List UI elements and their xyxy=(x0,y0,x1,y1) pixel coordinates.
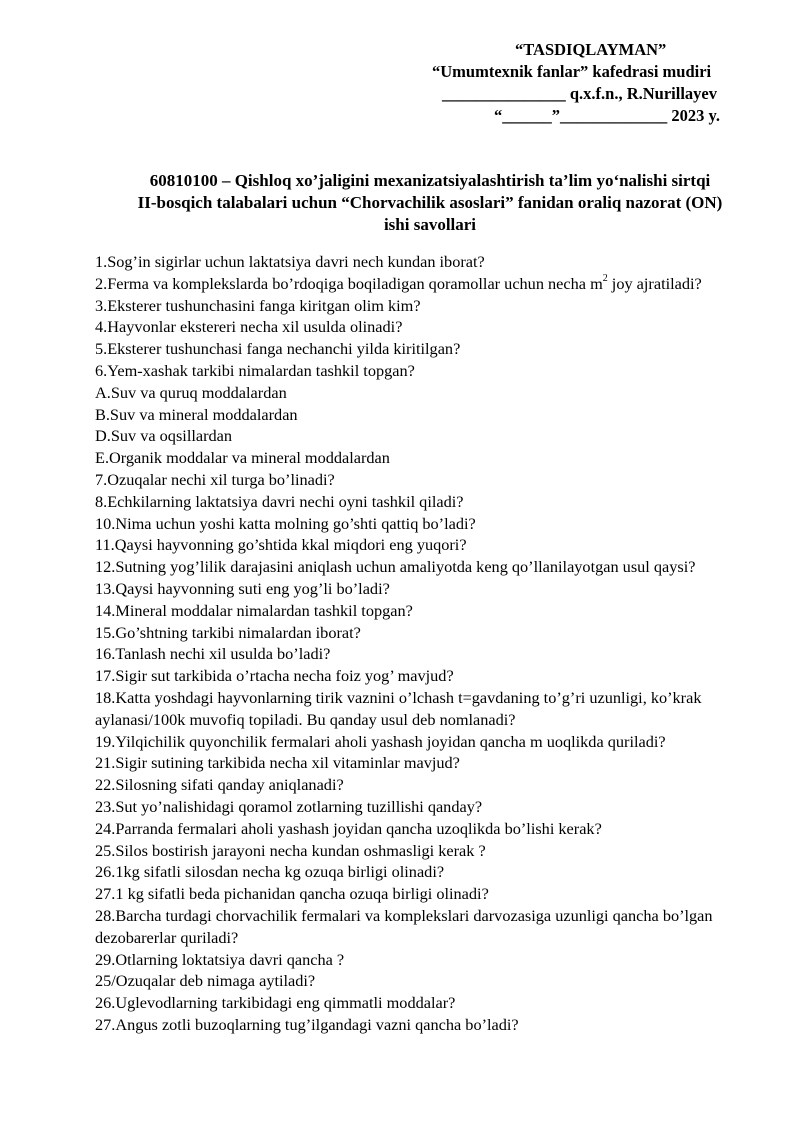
question-item: 24.Parranda fermalari aholi yashash joyidan qancha uzoqlikda bo’lishi kerak? xyxy=(95,818,602,838)
approval-date-line: “______”_____________ 2023 y. xyxy=(494,106,720,125)
question-item: 17.Sigir sut tarkibida o’rtacha necha foiz yog’ mavjud? xyxy=(95,666,454,686)
title-line-3: ishi savollari xyxy=(383,215,477,234)
question-item: 23.Sut yo’nalishidagi qoramol zotlarning tuzillishi qanday? xyxy=(95,796,483,816)
question-item: 26.Uglevodlarning tarkibidagi eng qimmatli moddalar? xyxy=(95,993,456,1013)
question-text-tail: joy ajratiladi? xyxy=(607,273,702,293)
question-item: 27.1 kg sifatli beda pichanidan qancha ozuqa birligi olinadi? xyxy=(95,884,489,904)
approval-position: “Umumtexnik fanlar” kafedrasi mudiri xyxy=(432,62,712,81)
question-list xyxy=(95,251,765,1036)
title-line-2: II-bosqich talabalari uchun “Chorvachilik asoslari” fanidan oraliq nazorat (ON) xyxy=(137,193,723,212)
question-item: 25.Silos bostirish jarayoni necha kundan oshmasligi kerak ? xyxy=(95,840,486,860)
question-item: 8.Echkilarning laktatsiya davri nechi oyni tashkil qiladi? xyxy=(95,491,464,511)
question-item: 3.Eksterer tushunchasini fanga kiritgan olim kim? xyxy=(95,295,421,315)
question-item: 22.Silosning sifati qanday aniqlanadi? xyxy=(95,775,344,795)
title-line-1: 60810100 – Qishloq xo’jaligini mexanizatsiyalashtirish ta’lim yo‘nalishi sirtqi xyxy=(149,171,711,190)
question-item: 10.Nima uchun yoshi katta molning go’shti qattiq bo’ladi? xyxy=(95,513,476,533)
question-item: 26.1kg sifatli silosdan necha kg ozuqa birligi olinadi? xyxy=(95,862,445,882)
question-item: 14.Mineral moddalar nimalardan tashkil topgan? xyxy=(95,600,413,620)
question-item: 28.Barcha turdagi chorvachilik fermalari va komplekslari darvozasiga uzunligi qancha bo’lgan dezobarerlar quriladi? xyxy=(95,905,713,947)
question-item: 7.Ozuqalar nechi xil turga bo’linadi? xyxy=(95,469,335,489)
approval-heading: “TASDIQLAYMAN” xyxy=(515,40,667,59)
question-text: 2.Ferma va komplekslarda bo’rdoqiga boqiladigan qoramollar uchun necha m xyxy=(95,273,603,293)
answer-option: B.Suv va mineral moddalardan xyxy=(95,404,298,424)
approval-block xyxy=(420,39,765,127)
question-item: 19.Yilqichilik quyonchilik fermalari aholi yashash joyidan qancha m uoqlikda quriladi? xyxy=(95,731,666,751)
question-item: 16.Tanlash nechi xil usulda bo’ladi? xyxy=(95,644,331,664)
answer-option: D.Suv va oqsillardan xyxy=(95,426,233,446)
question-item: 18.Katta yoshdagi hayvonlarning tirik vaznini o’lchash t=gavdaning to’g’ri uzunligi, ko’krak aylanasi/100k muvofiq topiladi. Bu qanday usul deb nomlanadi? xyxy=(95,687,702,729)
question-item: 13.Qaysi hayvonning suti eng yog’li bo’ladi? xyxy=(95,578,390,598)
question-item: 4.Hayvonlar ekstereri necha xil usulda olinadi? xyxy=(95,317,403,337)
question-item: 15.Go’shtning tarkibi nimalardan iborat? xyxy=(95,622,361,642)
question-item: 6.Yem-xashak tarkibi nimalardan tashkil topgan? xyxy=(95,360,415,380)
question-item: 25/Ozuqalar deb nimaga aytiladi? xyxy=(95,971,316,991)
question-item xyxy=(95,273,765,295)
approval-signature-line: _______________ q.x.f.n., R.Nurillayev xyxy=(442,84,718,103)
question-item: 5.Eksterer tushunchasi fanga nechanchi yilda kiritilgan? xyxy=(95,339,461,359)
question-item: 12.Sutning yog’lilik darajasini aniqlash uchun amaliyotda keng qo’llanilayotgan usul qaysi? xyxy=(95,557,696,577)
question-item: 11.Qaysi hayvonning go’shtida kkal miqdori eng yuqori? xyxy=(95,535,467,555)
question-item: 21.Sigir sutining tarkibida necha xil vitaminlar mavjud? xyxy=(95,753,460,773)
superscript: 2 xyxy=(602,273,608,285)
question-item: 29.Otlarning loktatsiya davri qancha ? xyxy=(95,949,345,969)
question-item: 1.Sog’in sigirlar uchun laktatsiya davri nech kundan iborat? xyxy=(95,252,485,271)
answer-option: E.Organik moddalar va mineral moddalardan xyxy=(95,448,390,468)
document-title xyxy=(90,170,770,236)
question-item: 27.Angus zotli buzoqlarning tug’ilgandagi vazni qancha bo’ladi? xyxy=(95,1014,519,1034)
answer-option: A.Suv va quruq moddalardan xyxy=(95,382,287,402)
